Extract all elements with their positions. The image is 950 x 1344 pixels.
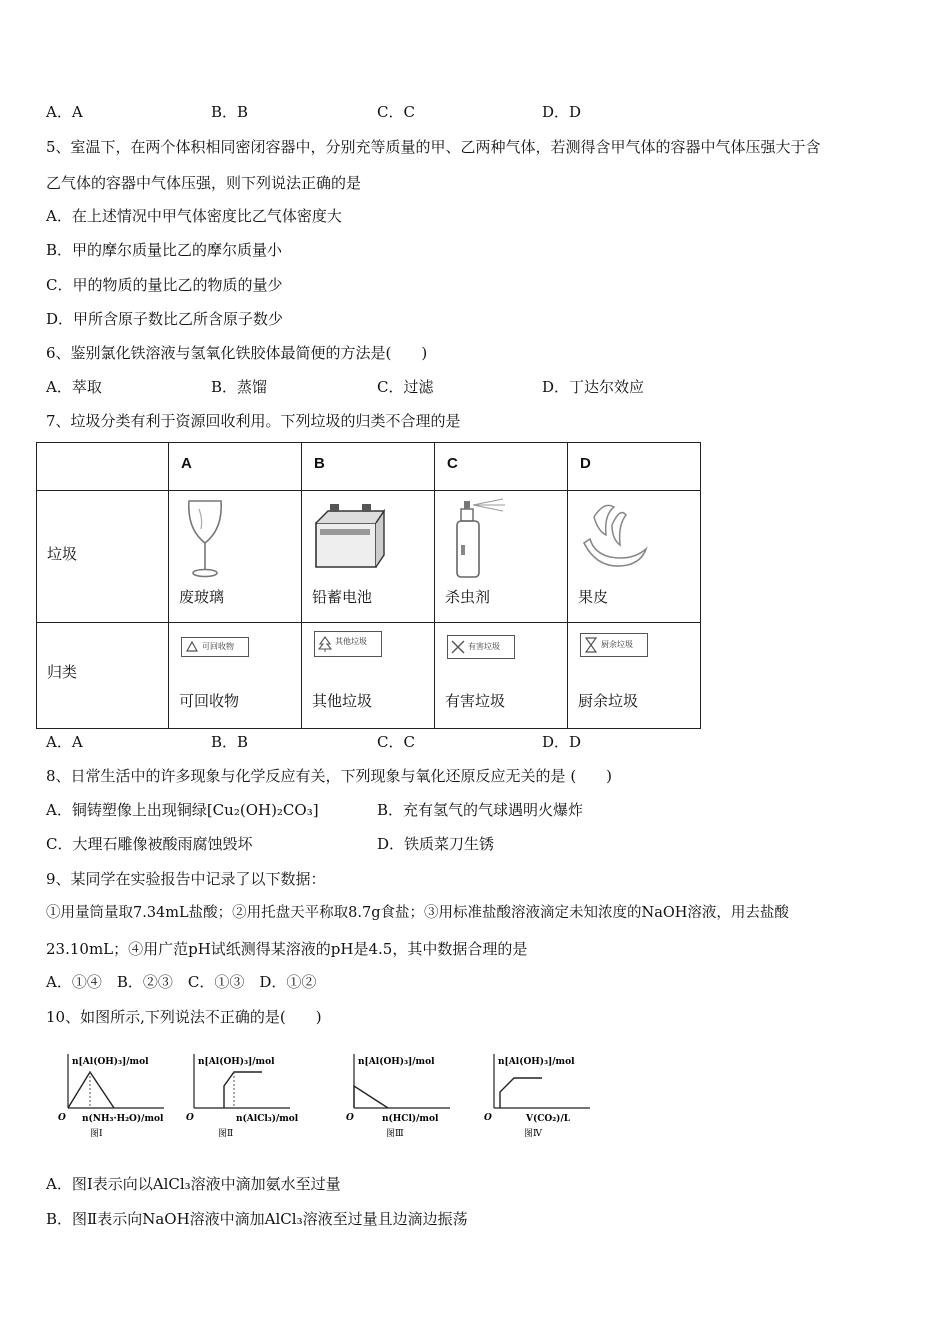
q4-option-b: B．B <box>211 103 249 121</box>
recyclable-sign: 可回收物 <box>181 637 249 657</box>
q8-option-b: B．充有氢气的气球遇明火爆炸 <box>377 801 584 819</box>
graph-3-origin: O <box>346 1113 354 1123</box>
q7-stem: 7、垃圾分类有利于资源回收利用。下列垃圾的归类不合理的是 <box>46 412 461 430</box>
q5-option-b: B．甲的摩尔质量比乙的摩尔质量小 <box>46 241 283 259</box>
graph-4-xlabel: V(CO₂)/L <box>526 1114 571 1124</box>
q7-category-hazardous: 有害垃圾 <box>445 692 506 710</box>
q7-cell-insecticide <box>435 491 568 623</box>
q7-table <box>36 442 701 729</box>
hourglass-icon <box>584 637 598 653</box>
graph-2-xlabel: n(AlCl₃)/mol <box>236 1114 299 1124</box>
q10-stem: 10、如图所示,下列说法不正确的是( ) <box>46 1008 322 1026</box>
q10-option-b: B．图Ⅱ表示向NaOH溶液中滴加AlCl₃溶液至过量且边滴边振荡 <box>46 1210 468 1228</box>
q4-option-d: D．D <box>542 103 582 121</box>
q8-option-c: C．大理石雕像被酸雨腐蚀毁坏 <box>46 835 253 853</box>
q7-header-c: C <box>435 443 568 491</box>
hazardous-sign: 有害垃圾 <box>447 635 515 659</box>
q7-option-c: C．C <box>377 733 415 751</box>
cross-icon <box>451 639 465 655</box>
q8-option-a: A．铜铸塑像上出现铜绿[Cu₂(OH)₂CO₃] <box>46 801 319 819</box>
q7-option-b: B．B <box>211 733 249 751</box>
q7-category-recyclable: 可回收物 <box>179 692 240 710</box>
q4-option-c: C．C <box>377 103 415 121</box>
graph-3-ylabel: n[Al(OH)₃]/mol <box>358 1057 435 1067</box>
graph-4-curve <box>500 1078 542 1108</box>
graph-4 <box>480 1048 604 1140</box>
graph-2 <box>186 1048 306 1140</box>
q7-header-b: B <box>302 443 435 491</box>
q10-option-a: A．图Ⅰ表示向以AlCl₃溶液中滴加氨水至过量 <box>46 1175 341 1193</box>
q7-cell-glass <box>169 491 302 623</box>
graph-2-caption: 图Ⅱ <box>218 1129 234 1139</box>
q6-stem: 6、鉴别氯化铁溶液与氢氧化铁胶体最简便的方法是( ) <box>46 344 428 362</box>
q7-header-a: A <box>169 443 302 491</box>
q7-cell-hazardous <box>435 623 568 729</box>
q9-options: A．①④ B．②③ C．①③ D．①② <box>46 973 317 991</box>
q5-stem-line1: 5、室温下，在两个体积相同密闭容器中，分别充等质量的甲、乙两种气体，若测得含甲气体的容器中气体压强大于含 <box>46 138 821 156</box>
q7-option-a: A．A <box>46 733 83 751</box>
q7-row-label-waste: 垃圾 <box>37 491 169 623</box>
q5-option-a: A．在上述情况中甲气体密度比乙气体密度大 <box>46 207 342 225</box>
q7-header-d: D <box>568 443 701 491</box>
q8-option-d: D．铁质菜刀生锈 <box>377 835 495 853</box>
q4-option-a: A．A <box>46 103 83 121</box>
q6-option-a: A．萃取 <box>46 378 102 396</box>
other-waste-sign: 其他垃圾 <box>314 631 382 657</box>
graph-3 <box>342 1048 462 1140</box>
tree-icon <box>318 636 332 652</box>
q9-line2: ①用量筒量取7.34mL盐酸；②用托盘天平称取8.7g食盐；③用标准盐酸溶液滴定未知浓度的NaOH溶液，用去盐酸 <box>46 905 789 921</box>
graph-2-origin: O <box>186 1113 194 1123</box>
q7-cell-recyclable <box>169 623 302 729</box>
q9-line3: 23.10mL；④用广范pH试纸测得某溶液的pH是4.5，其中数据合理的是 <box>46 940 528 958</box>
graph-2-curve <box>224 1072 262 1108</box>
kitchen-waste-sign: 厨余垃圾 <box>580 633 648 657</box>
graph-4-origin: O <box>484 1113 492 1123</box>
q7-cell-peel <box>568 491 701 623</box>
graph-1-curve <box>68 1072 114 1108</box>
q7-cell-other <box>302 623 435 729</box>
q7-item-glass: 废玻璃 <box>179 588 225 606</box>
graph-4-ylabel: n[Al(OH)₃]/mol <box>498 1057 575 1067</box>
q6-option-d: D．丁达尔效应 <box>542 378 645 396</box>
q7-item-battery: 铅蓄电池 <box>312 588 373 606</box>
graph-3-xlabel: n(HCl)/mol <box>382 1114 439 1124</box>
q5-option-d: D．甲所含原子数比乙所含原子数少 <box>46 310 284 328</box>
banana-peel-icon <box>576 495 652 583</box>
graph-1-ylabel: n[Al(OH)₃]/mol <box>72 1057 149 1067</box>
q6-option-b: B．蒸馏 <box>211 378 268 396</box>
graph-1-xlabel: n(NH₃·H₂O)/mol <box>82 1114 164 1124</box>
q8-stem: 8、日常生活中的许多现象与化学反应有关，下列现象与氧化还原反应无关的是 ( ) <box>46 767 613 785</box>
spray-can-icon <box>443 495 513 583</box>
q7-item-insecticide: 杀虫剂 <box>445 588 491 606</box>
q7-cell-battery <box>302 491 435 623</box>
q9-stem: 9、某同学在实验报告中记录了以下数据： <box>46 870 326 888</box>
q7-header-empty <box>37 443 169 491</box>
graph-1 <box>54 1048 174 1140</box>
graph-3-curve <box>354 1086 388 1108</box>
q7-category-other: 其他垃圾 <box>312 692 373 710</box>
graph-3-caption: 图Ⅲ <box>386 1129 404 1139</box>
q5-stem-line2: 乙气体的容器中气体压强，则下列说法正确的是 <box>46 174 362 192</box>
recycle-icon <box>185 639 199 655</box>
battery-icon <box>310 495 386 583</box>
graph-1-caption: 图Ⅰ <box>90 1129 103 1139</box>
graph-4-caption: 图Ⅳ <box>524 1129 542 1139</box>
wine-glass-icon <box>177 495 237 583</box>
q7-cell-kitchen <box>568 623 701 729</box>
q7-option-d: D．D <box>542 733 582 751</box>
q6-option-c: C．过滤 <box>377 378 434 396</box>
graph-2-ylabel: n[Al(OH)₃]/mol <box>198 1057 275 1067</box>
q7-category-kitchen: 厨余垃圾 <box>578 692 639 710</box>
graph-1-origin: O <box>58 1113 66 1123</box>
q7-row-label-category: 归类 <box>37 623 169 729</box>
q7-item-peel: 果皮 <box>578 588 609 606</box>
q5-option-c: C．甲的物质的量比乙的物质的量少 <box>46 276 283 294</box>
